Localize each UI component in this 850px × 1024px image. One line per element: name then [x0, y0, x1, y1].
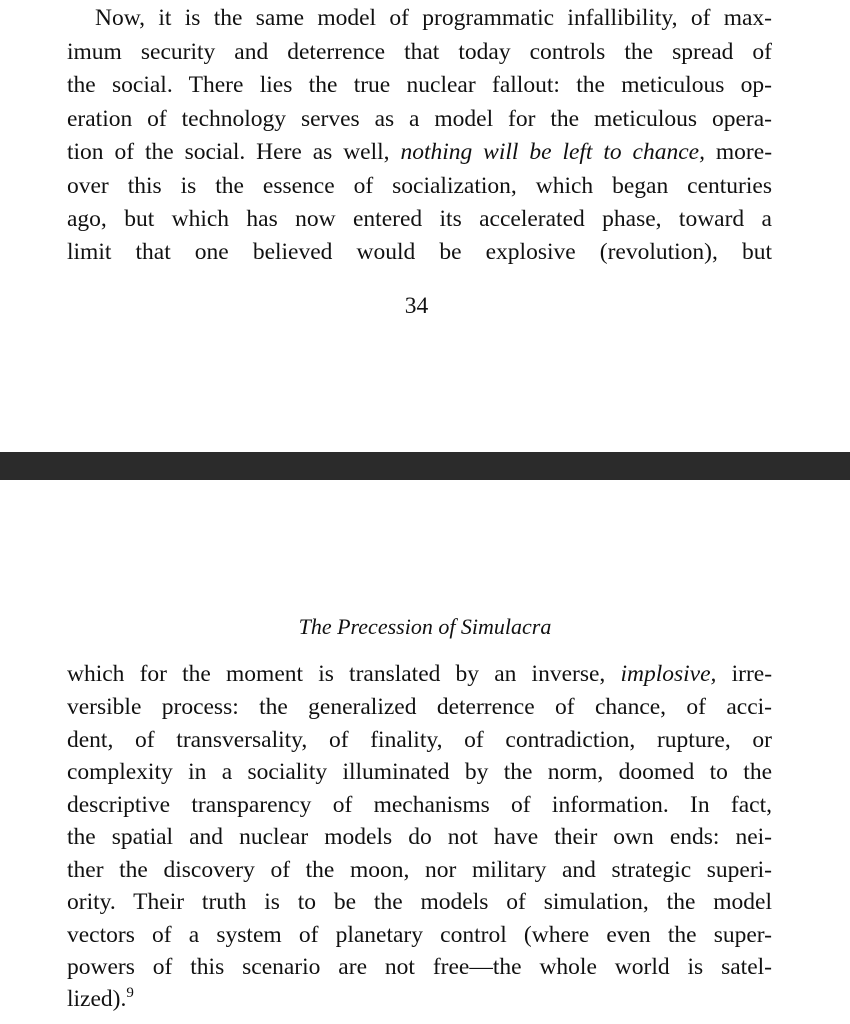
text-line: eration of technology serves as a model for the meticulous opera-: [67, 106, 772, 132]
page-divider: [0, 452, 850, 480]
text-line: complexity in a sociality illuminated by the norm, doomed to the: [67, 759, 772, 785]
italic-phrase: nothing will be left to chance,: [400, 139, 705, 165]
text-line: imum security and deterrence that today controls the spread of: [67, 39, 772, 65]
text-line: ago, but which has now entered its accelerated phase, toward a: [67, 206, 772, 232]
text-segment: more-: [715, 139, 773, 165]
text-line: Now, it is the same model of programmatic infallibility, of max-: [95, 5, 772, 31]
text-segment: lized).: [67, 986, 127, 1012]
text-line: ority. Their truth is to be the models of simulation, the model: [67, 889, 772, 915]
text-line: the spatial and nuclear models do not have their own ends: nei-: [67, 824, 772, 850]
text-line: the social. There lies the true nuclear fallout: the meticulous op-: [67, 72, 772, 98]
running-head: The Precession of Simulacra: [298, 614, 552, 639]
text-line: descriptive transparency of mechanisms of information. In fact,: [67, 792, 772, 818]
page-34: [0, 0, 850, 452]
page-number: 34: [404, 293, 429, 319]
text-line: ther the discovery of the moon, nor military and strategic superi-: [67, 857, 772, 883]
text-line: [67, 136, 772, 169]
text-line: powers of this scenario are not free—the whole world is satel-: [67, 954, 772, 980]
text-line: [67, 983, 772, 1016]
text-line: [67, 658, 772, 691]
text-segment: which for the moment is translated by an inverse,: [67, 661, 606, 687]
footnote-marker[interactable]: 9: [126, 985, 134, 1002]
text-line: versible process: the generalized deterrence of chance, of acci-: [67, 694, 772, 720]
text-line: dent, of transversality, of finality, of contradiction, rupture, or: [67, 727, 772, 753]
italic-word: implosive,: [620, 661, 717, 687]
text-line: vectors of a system of planetary control (where even the super-: [67, 922, 772, 948]
text-segment: tion of the social. Here as well,: [67, 139, 390, 165]
text-line: limit that one believed would be explosive (revolution), but: [67, 239, 772, 265]
page-35: [0, 480, 850, 1024]
text-segment: irre-: [731, 661, 773, 687]
text-line: over this is the essence of socialization, which began centuries: [67, 173, 772, 199]
